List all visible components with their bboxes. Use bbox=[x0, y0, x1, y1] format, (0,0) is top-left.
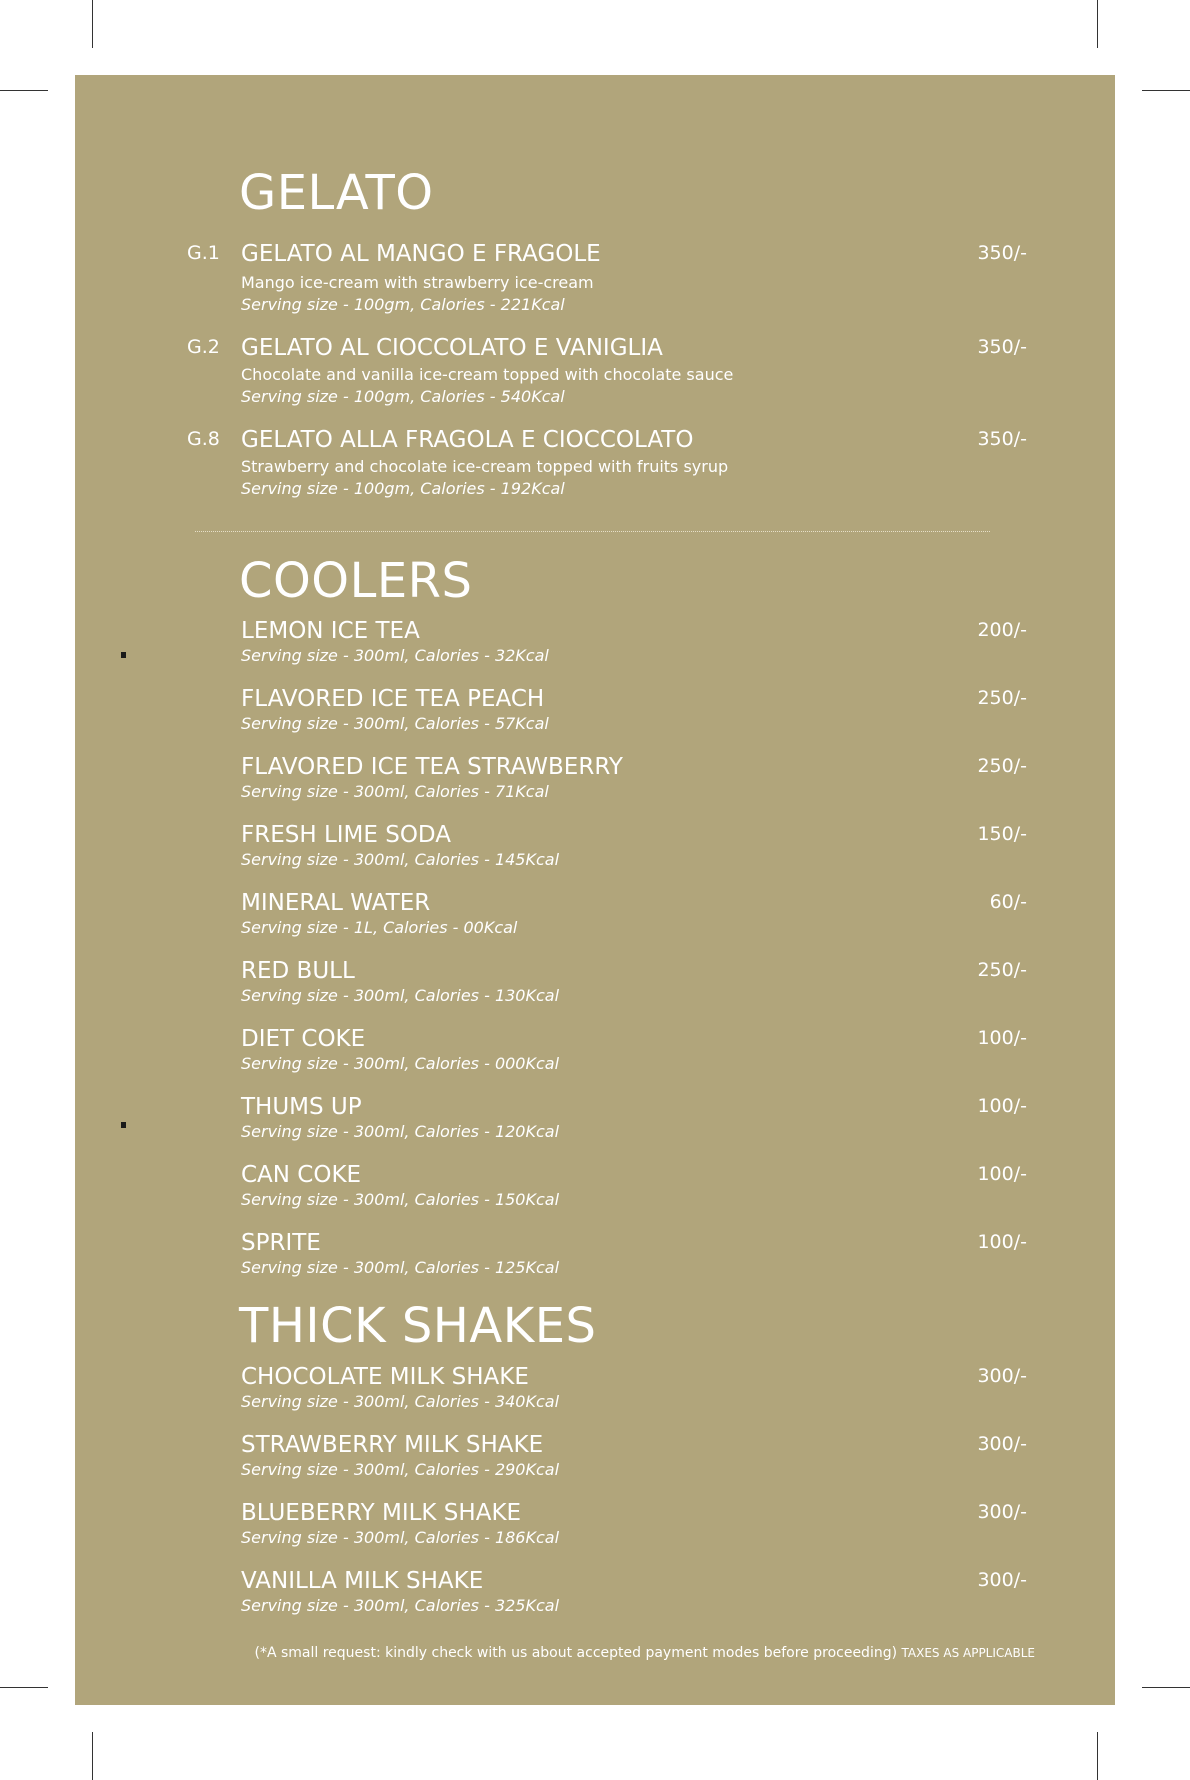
item-description: Strawberry and chocolate ice-cream topped with fruits syrup bbox=[241, 457, 729, 476]
item-price: 200/- bbox=[977, 619, 1027, 641]
item-price: 250/- bbox=[977, 755, 1027, 777]
item-name: FLAVORED ICE TEA STRAWBERRY bbox=[241, 754, 623, 780]
item-price: 100/- bbox=[977, 1231, 1027, 1253]
item-serving: Serving size - 300ml, Calories - 145Kcal bbox=[241, 850, 560, 869]
item-price: 60/- bbox=[989, 891, 1027, 913]
item-name: SPRITE bbox=[241, 1230, 321, 1256]
margin-bullet bbox=[121, 652, 126, 658]
menu-page bbox=[75, 75, 1115, 1705]
item-serving: Serving size - 1L, Calories - 00Kcal bbox=[241, 918, 518, 937]
item-serving: Serving size - 100gm, Calories - 221Kcal bbox=[241, 295, 565, 314]
item-price: 350/- bbox=[977, 336, 1027, 358]
crop-mark bbox=[0, 90, 48, 91]
item-name: MINERAL WATER bbox=[241, 890, 431, 916]
item-price: 100/- bbox=[977, 1163, 1027, 1185]
section-title-thick-shakes: THICK SHAKES bbox=[239, 1298, 597, 1354]
crop-mark bbox=[1142, 90, 1190, 91]
item-price: 300/- bbox=[977, 1569, 1027, 1591]
item-code: G.1 bbox=[187, 242, 220, 264]
item-name: GELATO ALLA FRAGOLA E CIOCCOLATO bbox=[241, 427, 694, 453]
crop-mark bbox=[92, 0, 93, 48]
crop-mark bbox=[1142, 1687, 1190, 1688]
item-price: 150/- bbox=[977, 823, 1027, 845]
item-name: GELATO AL MANGO E FRAGOLE bbox=[241, 241, 601, 267]
item-serving: Serving size - 300ml, Calories - 186Kcal bbox=[241, 1528, 560, 1547]
footer-note bbox=[255, 1645, 1036, 1661]
item-name: BLUEBERRY MILK SHAKE bbox=[241, 1500, 522, 1526]
item-serving: Serving size - 100gm, Calories - 192Kcal bbox=[241, 479, 565, 498]
item-price: 100/- bbox=[977, 1095, 1027, 1117]
item-price: 250/- bbox=[977, 959, 1027, 981]
payment-note: (*A small request: kindly check with us about accepted payment modes before proceeding) bbox=[254, 1645, 898, 1661]
item-price: 100/- bbox=[977, 1027, 1027, 1049]
item-name: GELATO AL CIOCCOLATO E VANIGLIA bbox=[241, 335, 663, 361]
item-name: DIET COKE bbox=[241, 1026, 366, 1052]
item-name: VANILLA MILK SHAKE bbox=[241, 1568, 484, 1594]
taxes-note: TAXES AS APPLICABLE bbox=[901, 1646, 1035, 1660]
item-serving: Serving size - 100gm, Calories - 540Kcal bbox=[241, 387, 565, 406]
item-price: 350/- bbox=[977, 242, 1027, 264]
item-serving: Serving size - 300ml, Calories - 120Kcal bbox=[241, 1122, 560, 1141]
item-name: THUMS UP bbox=[241, 1094, 362, 1120]
item-description: Chocolate and vanilla ice-cream topped with chocolate sauce bbox=[241, 365, 734, 384]
item-name: LEMON ICE TEA bbox=[241, 618, 420, 644]
section-title-coolers: COOLERS bbox=[239, 553, 473, 609]
item-name: CAN COKE bbox=[241, 1162, 362, 1188]
item-price: 300/- bbox=[977, 1501, 1027, 1523]
item-name: FLAVORED ICE TEA PEACH bbox=[241, 686, 545, 712]
crop-mark bbox=[1097, 1732, 1098, 1780]
item-serving: Serving size - 300ml, Calories - 325Kcal bbox=[241, 1596, 560, 1615]
item-price: 350/- bbox=[977, 428, 1027, 450]
item-serving: Serving size - 300ml, Calories - 71Kcal bbox=[241, 782, 549, 801]
item-price: 250/- bbox=[977, 687, 1027, 709]
item-name: STRAWBERRY MILK SHAKE bbox=[241, 1432, 544, 1458]
item-serving: Serving size - 300ml, Calories - 32Kcal bbox=[241, 646, 549, 665]
item-serving: Serving size - 300ml, Calories - 340Kcal bbox=[241, 1392, 560, 1411]
item-price: 300/- bbox=[977, 1365, 1027, 1387]
item-code: G.8 bbox=[187, 428, 220, 450]
item-serving: Serving size - 300ml, Calories - 000Kcal bbox=[241, 1054, 560, 1073]
margin-bullet bbox=[121, 1122, 126, 1128]
item-serving: Serving size - 300ml, Calories - 150Kcal bbox=[241, 1190, 560, 1209]
section-title-gelato: GELATO bbox=[239, 165, 434, 221]
crop-mark bbox=[92, 1732, 93, 1780]
item-name: FRESH LIME SODA bbox=[241, 822, 451, 848]
item-serving: Serving size - 300ml, Calories - 125Kcal bbox=[241, 1258, 560, 1277]
crop-mark bbox=[0, 1687, 48, 1688]
item-serving: Serving size - 300ml, Calories - 290Kcal bbox=[241, 1460, 560, 1479]
item-serving: Serving size - 300ml, Calories - 57Kcal bbox=[241, 714, 549, 733]
item-price: 300/- bbox=[977, 1433, 1027, 1455]
item-name: RED BULL bbox=[241, 958, 355, 984]
item-serving: Serving size - 300ml, Calories - 130Kcal bbox=[241, 986, 560, 1005]
item-description: Mango ice-cream with strawberry ice-cream bbox=[241, 273, 594, 292]
item-code: G.2 bbox=[187, 336, 220, 358]
crop-mark bbox=[1097, 0, 1098, 48]
section-divider bbox=[195, 531, 990, 532]
item-name: CHOCOLATE MILK SHAKE bbox=[241, 1364, 529, 1390]
